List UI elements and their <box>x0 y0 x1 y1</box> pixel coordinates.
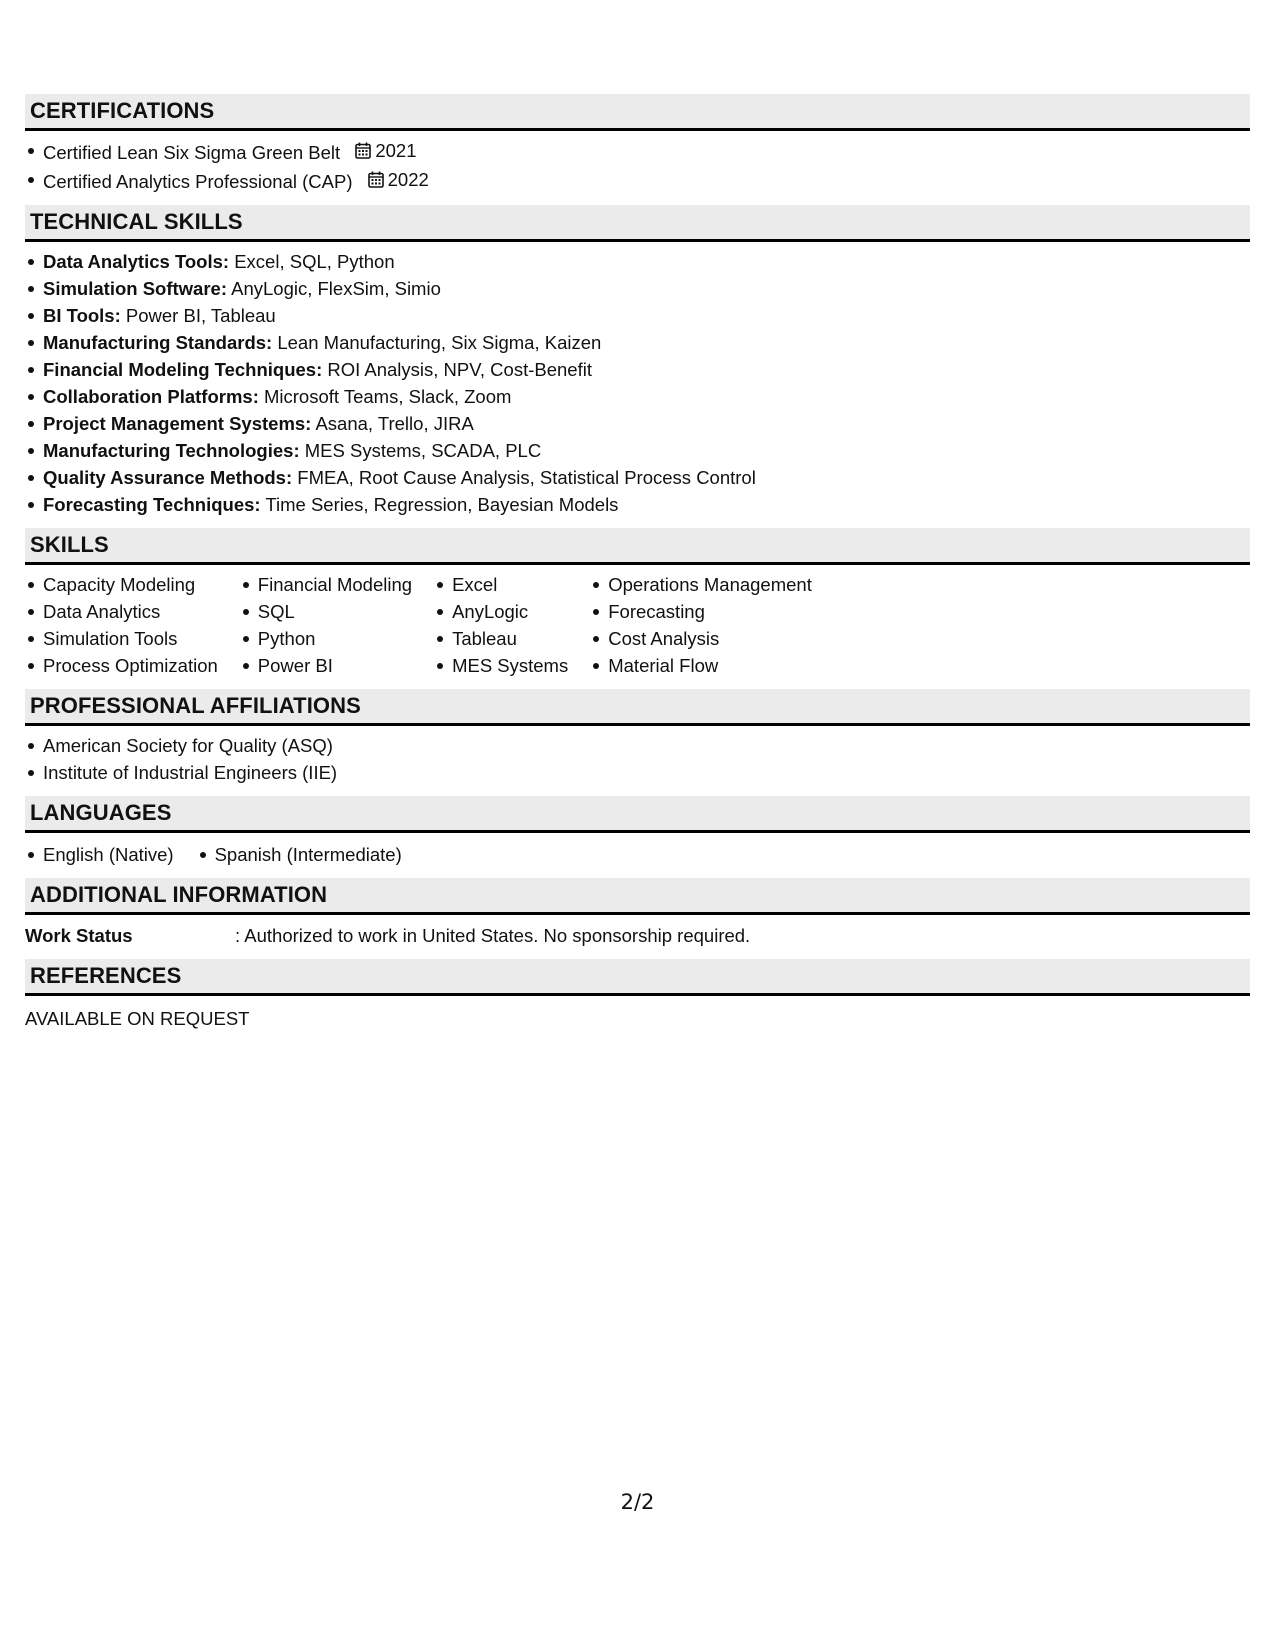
skill-category: Data Analytics Tools: <box>43 251 230 272</box>
references-section <box>25 959 1250 1032</box>
skill-category: Manufacturing Technologies: <box>43 440 300 461</box>
list-item: Cost Analysis <box>590 625 812 652</box>
list-item: Spanish (Intermediate) <box>197 841 402 868</box>
resume-page <box>25 94 1250 1042</box>
list-item: Capacity Modeling <box>25 571 218 598</box>
list-item <box>25 464 1250 491</box>
list-item <box>25 410 1250 437</box>
certifications-list <box>25 131 1250 195</box>
certifications-header <box>25 94 1250 131</box>
skill-values: Microsoft Teams, Slack, Zoom <box>264 386 512 407</box>
list-item: Process Optimization <box>25 652 218 679</box>
skill-category: Quality Assurance Methods: <box>43 467 293 488</box>
section-title: TECHNICAL SKILLS <box>30 209 243 234</box>
work-status-row <box>25 915 1250 949</box>
list-item: Python <box>240 625 412 652</box>
skill-category: BI Tools: <box>43 305 121 326</box>
list-item: American Society for Quality (ASQ) <box>25 732 1250 759</box>
skill-category: Forecasting Techniques: <box>43 494 261 515</box>
list-item: SQL <box>240 598 412 625</box>
list-item: AnyLogic <box>434 598 568 625</box>
list-item: Data Analytics <box>25 598 218 625</box>
certification-year: 2021 <box>375 140 417 161</box>
skill-values: Power BI, Tableau <box>125 305 276 326</box>
skills-columns <box>25 565 1250 679</box>
skill-values: Lean Manufacturing, Six Sigma, Kaizen <box>277 332 602 353</box>
skill-values: ROI Analysis, NPV, Cost-Benefit <box>327 359 592 380</box>
list-item: Simulation Tools <box>25 625 218 652</box>
technical-skills-list <box>25 242 1250 518</box>
skills-column <box>434 571 568 679</box>
list-item <box>25 302 1250 329</box>
skills-column <box>240 571 412 679</box>
additional-info-header <box>25 878 1250 915</box>
list-item <box>25 275 1250 302</box>
skill-category: Project Management Systems: <box>43 413 312 434</box>
languages-list <box>25 833 1250 868</box>
calendar-icon <box>355 142 371 159</box>
skills-header <box>25 528 1250 565</box>
skill-category: Manufacturing Standards: <box>43 332 273 353</box>
affiliations-section <box>25 689 1250 786</box>
section-title: REFERENCES <box>30 963 182 988</box>
skill-values: MES Systems, SCADA, PLC <box>304 440 542 461</box>
additional-info-section <box>25 878 1250 949</box>
skill-values: Excel, SQL, Python <box>234 251 395 272</box>
skills-section <box>25 528 1250 679</box>
list-item: Power BI <box>240 652 412 679</box>
list-item: Tableau <box>434 625 568 652</box>
skill-values: Asana, Trello, JIRA <box>315 413 474 434</box>
work-status-value: : Authorized to work in United States. No sponsorship required. <box>235 925 751 946</box>
skill-category: Simulation Software: <box>43 278 227 299</box>
list-item: MES Systems <box>434 652 568 679</box>
affiliations-list <box>25 726 1250 786</box>
skills-column <box>590 571 812 679</box>
references-header <box>25 959 1250 996</box>
skill-category: Financial Modeling Techniques: <box>43 359 323 380</box>
list-item <box>25 491 1250 518</box>
list-item: Operations Management <box>590 571 812 598</box>
section-title: SKILLS <box>30 532 109 557</box>
list-item: Forecasting <box>590 598 812 625</box>
skill-values: Time Series, Regression, Bayesian Models <box>265 494 619 515</box>
certification-name: Certified Analytics Professional (CAP) <box>43 171 353 192</box>
page-number: 2/2 <box>620 1490 655 1514</box>
list-item <box>25 329 1250 356</box>
work-status-label: Work Status <box>25 925 133 946</box>
skill-values: FMEA, Root Cause Analysis, Statistical Process Control <box>297 467 756 488</box>
skill-category: Collaboration Platforms: <box>43 386 259 407</box>
section-title: ADDITIONAL INFORMATION <box>30 882 328 907</box>
list-item: Excel <box>434 571 568 598</box>
references-text: AVAILABLE ON REQUEST <box>25 1008 250 1029</box>
technical-skills-header <box>25 205 1250 242</box>
list-item <box>25 248 1250 275</box>
affiliations-header <box>25 689 1250 726</box>
list-item: English (Native) <box>25 841 174 868</box>
skills-column <box>25 571 218 679</box>
section-title: LANGUAGES <box>30 800 172 825</box>
technical-skills-section <box>25 205 1250 518</box>
languages-section <box>25 796 1250 868</box>
certification-name: Certified Lean Six Sigma Green Belt <box>43 142 341 163</box>
list-item <box>25 383 1250 410</box>
section-title: CERTIFICATIONS <box>30 98 215 123</box>
certification-year: 2022 <box>387 169 429 190</box>
skill-values: AnyLogic, FlexSim, Simio <box>231 278 441 299</box>
calendar-icon <box>368 171 384 188</box>
languages-header <box>25 796 1250 833</box>
list-item <box>25 356 1250 383</box>
list-item <box>25 137 1250 166</box>
certification-date <box>368 166 429 193</box>
list-item <box>25 437 1250 464</box>
certification-date <box>355 137 416 164</box>
list-item: Institute of Industrial Engineers (IIE) <box>25 759 1250 786</box>
certifications-section <box>25 94 1250 195</box>
list-item: Financial Modeling <box>240 571 412 598</box>
section-title: PROFESSIONAL AFFILIATIONS <box>30 693 361 718</box>
list-item: Material Flow <box>590 652 812 679</box>
list-item <box>25 166 1250 195</box>
